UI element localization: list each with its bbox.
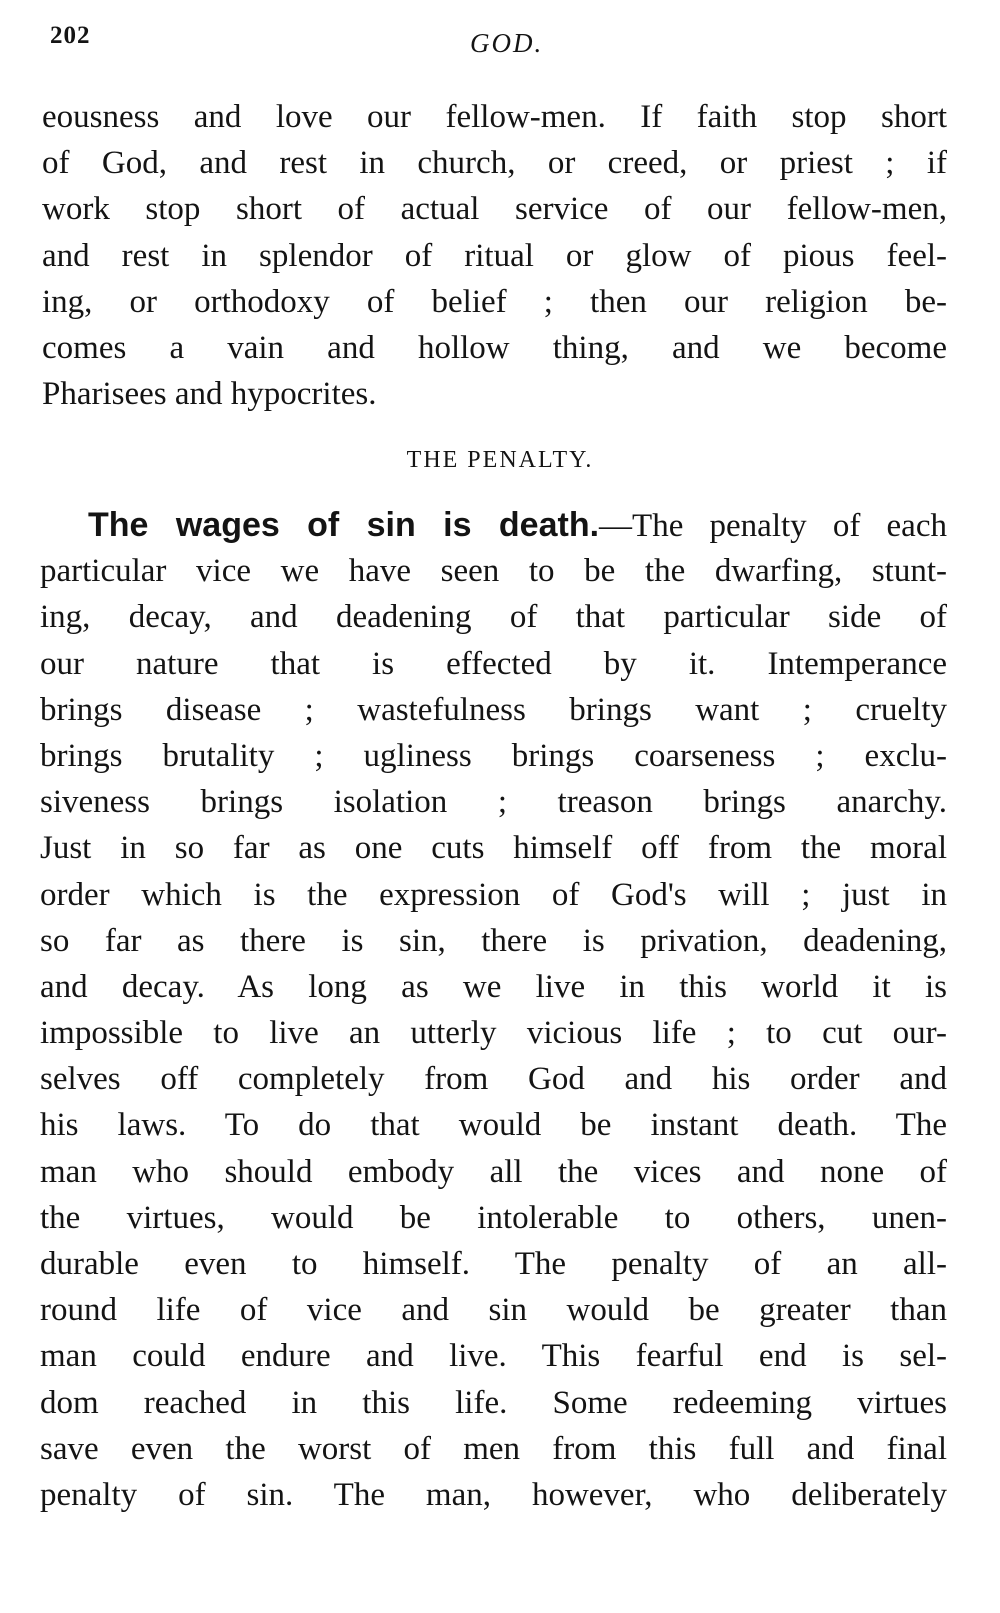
text-line: his laws. To do that would be instant death. The (40, 1107, 947, 1144)
text-line: brings disease ; wastefulness brings want ; cruelty (40, 691, 947, 728)
text-line: order which is the expression of God's will ; just in (40, 876, 947, 913)
paragraph-lead-in: The wages of sin is death. (88, 506, 600, 544)
text-line: the virtues, would be intolerable to others, unen- (40, 1199, 947, 1236)
text-line: comes a vain and hollow thing, and we become (42, 329, 947, 366)
paragraph-lead-rest: —The penalty of each (599, 508, 947, 544)
text-line: brings brutality ; ugliness brings coarseness ; exclu- (40, 737, 947, 774)
text-line: man could endure and live. This fearful end is sel- (40, 1338, 947, 1375)
text-line: eousness and love our fellow-men. If faith stop short (42, 99, 947, 135)
text-line: penalty of sin. The man, however, who deliberately (40, 1476, 947, 1513)
text-line: so far as there is sin, there is privation, deadening, (40, 922, 947, 959)
text-line: of God, and rest in church, or creed, or priest ; if (42, 145, 947, 182)
text-line: selves off completely from God and his order and (40, 1061, 947, 1098)
text-line: ing, or orthodoxy of belief ; then our religion be- (42, 283, 947, 320)
paragraph-first-line (40, 502, 947, 548)
text-line: our nature that is effected by it. Intemperance (40, 645, 947, 682)
text-line: durable even to himself. The penalty of an all- (40, 1246, 947, 1282)
text-line: and decay. As long as we live in this world it is (40, 968, 947, 1005)
text-line: impossible to live an utterly vicious life ; to cut our- (40, 1015, 947, 1052)
page-header (0, 22, 1000, 72)
page-number: 202 (50, 22, 91, 49)
text-line: round life of vice and sin would be greater than (40, 1292, 947, 1329)
running-title: GOD. (470, 28, 544, 58)
text-line: ing, decay, and deadening of that particular side of (40, 599, 947, 636)
text-line: Pharisees and hypocrites. (42, 376, 377, 413)
text-line: save even the worst of men from this full and final (40, 1430, 947, 1467)
section-heading: THE PENALTY. (406, 447, 594, 473)
text-line: work stop short of actual service of our fellow-men, (42, 191, 947, 228)
paragraph-continued (42, 94, 947, 417)
text-line: siveness brings isolation ; treason brings anarchy. (40, 784, 947, 821)
text-line: dom reached in this life. Some redeeming virtues (40, 1384, 947, 1421)
paragraph-penalty (40, 502, 947, 1518)
text-line: and rest in splendor of ritual or glow of pious feel- (42, 237, 947, 274)
text-line: Just in so far as one cuts himself off from the moral (40, 830, 947, 867)
text-line: man who should embody all the vices and none of (40, 1153, 947, 1190)
text-line: particular vice we have seen to be the dwarfing, stunt- (40, 553, 947, 590)
